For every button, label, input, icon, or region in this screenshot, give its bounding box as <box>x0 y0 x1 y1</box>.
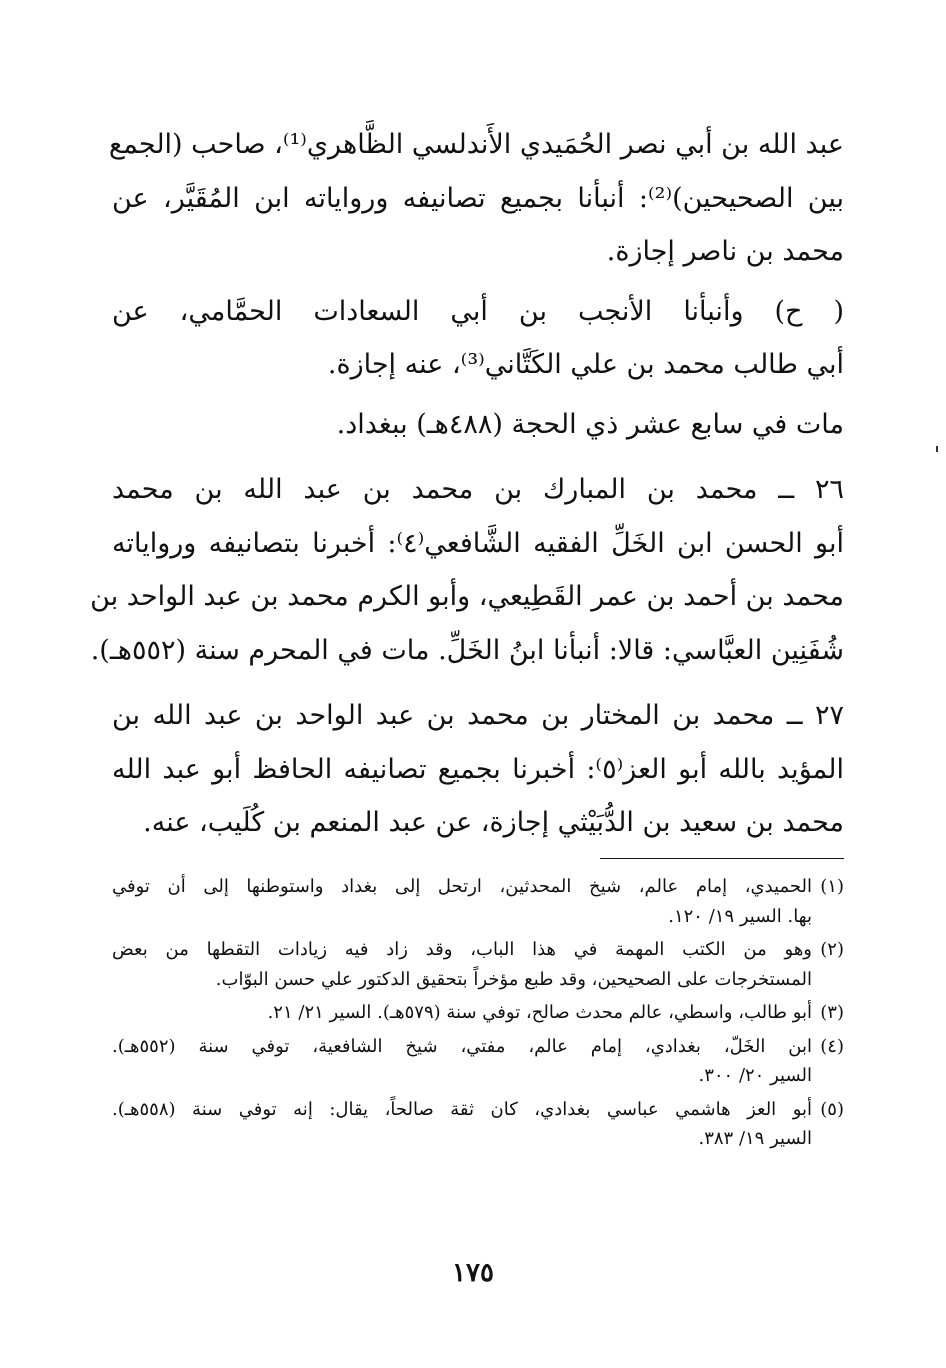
text-line: مات في سابع عشر ذي الحجة (٤٨٨هـ) ببغداد. <box>336 408 844 440</box>
footnotes <box>112 872 844 1158</box>
text-line: شُفَنِين العبَّاسي: قالا: أنبأنا ابنُ الخَلِّ. مات في المحرم سنة (٥٥٢هـ). <box>90 634 844 666</box>
footnote-number: (٢) <box>820 939 844 960</box>
footnote <box>112 1032 844 1091</box>
page-number: ١٧٥ <box>452 1258 494 1288</box>
text-line: محمد بن أحمد بن عمر القَطِيعي، وأبو الكرم محمد بن عبد الواحد بن <box>90 581 844 612</box>
main-text <box>90 118 845 850</box>
text-line: أبي طالب محمد بن علي الكَتَّاني⁽³⁾، عنه إجازة. <box>327 349 844 380</box>
footnote-line: أبو العز هاشمي عباسي بغدادي، كان ثقة صالحاً، يقال: إنه توفي سنة (٥٥٨هـ). <box>112 1098 812 1120</box>
text-line: المؤيد بالله أبو العز⁽٥⁾: أخبرنا بجميع تصانيفه الحافظ أبو عبد الله <box>112 753 844 785</box>
footnote-line: السير ٢٠/ ٣٠٠. <box>698 1065 812 1086</box>
footnote <box>112 998 844 1028</box>
footnote-number: (٥) <box>820 1098 844 1120</box>
footnote-number: (٣) <box>820 1002 844 1023</box>
footnote-line: ابن الخَلّ، بغدادي، إمام عالم، مفتي، شيخ الشافعية، توفي سنة (٥٥٢هـ). <box>112 1035 812 1057</box>
footnote-line: وهو من الكتب المهمة في هذا الباب، وقد زاد فيه زيادات التقطها من بعض <box>112 939 812 960</box>
text-line: محمد بن سعيد بن الدُّبَيْثي إجازة، عن عبد المنعم بن كُلَيب، عنه. <box>143 807 844 838</box>
footnote-line: السير ١٩/ ٣٨٣. <box>698 1128 812 1149</box>
footnote-number: (٤) <box>820 1035 844 1057</box>
text-line: ٢٧ ــ محمد بن المختار بن محمد بن عبد الواحد بن عبد الله بن <box>112 700 844 731</box>
paragraph-death <box>112 398 844 452</box>
footnote <box>112 1095 844 1154</box>
paragraph-humaydi <box>108 118 845 279</box>
footnote <box>112 872 844 931</box>
footnote <box>112 935 844 994</box>
text-line: عبد الله بن أبي نصر الحُمَيدي الأَندلسي الظَّاهري⁽¹⁾، صاحب (الجمع <box>108 129 844 160</box>
footnote-number: (١) <box>820 876 844 897</box>
footnote-line: بها. السير ١٩/ ١٢٠. <box>668 905 812 927</box>
entry-27 <box>112 689 844 850</box>
paragraph-ha <box>112 285 844 392</box>
footnote-separator <box>600 858 844 859</box>
text-line: ( ح) وأنبأنا الأنجب بن أبي السعادات الحمَّامي، عن <box>112 295 844 327</box>
text-line: أبو الحسن ابن الخَلِّ الفقيه الشَّافعي⁽٤⁾: أخبرنا بتصانيفه ورواياته <box>112 527 845 559</box>
entry-26 <box>90 463 845 677</box>
text-line: بين الصحيحين)⁽²⁾: أنبأنا بجميع تصانيفه ورواياته ابن المُقَيَّر، عن <box>112 182 845 214</box>
footnote-line: أبو طالب، واسطي، عالم محدث صالح، توفي سنة (٥٧٩هـ). السير ٢١/ ٢١. <box>267 1002 812 1023</box>
footnote-line: الحميدي، إمام عالم، شيخ المحدثين، ارتحل إلى بغداد واستوطنها إلى أن توفي <box>112 876 812 897</box>
text-line: ٢٦ ــ محمد بن المبارك بن محمد بن عبد الله بن محمد <box>112 474 844 505</box>
footnote-line: المستخرجات على الصحيحين، وقد طبع مؤخراً بتحقيق الدكتور علي حسن البوّاب. <box>215 968 812 990</box>
scan-mark <box>936 446 938 452</box>
text-line: محمد بن ناصر إجازة. <box>606 236 844 267</box>
